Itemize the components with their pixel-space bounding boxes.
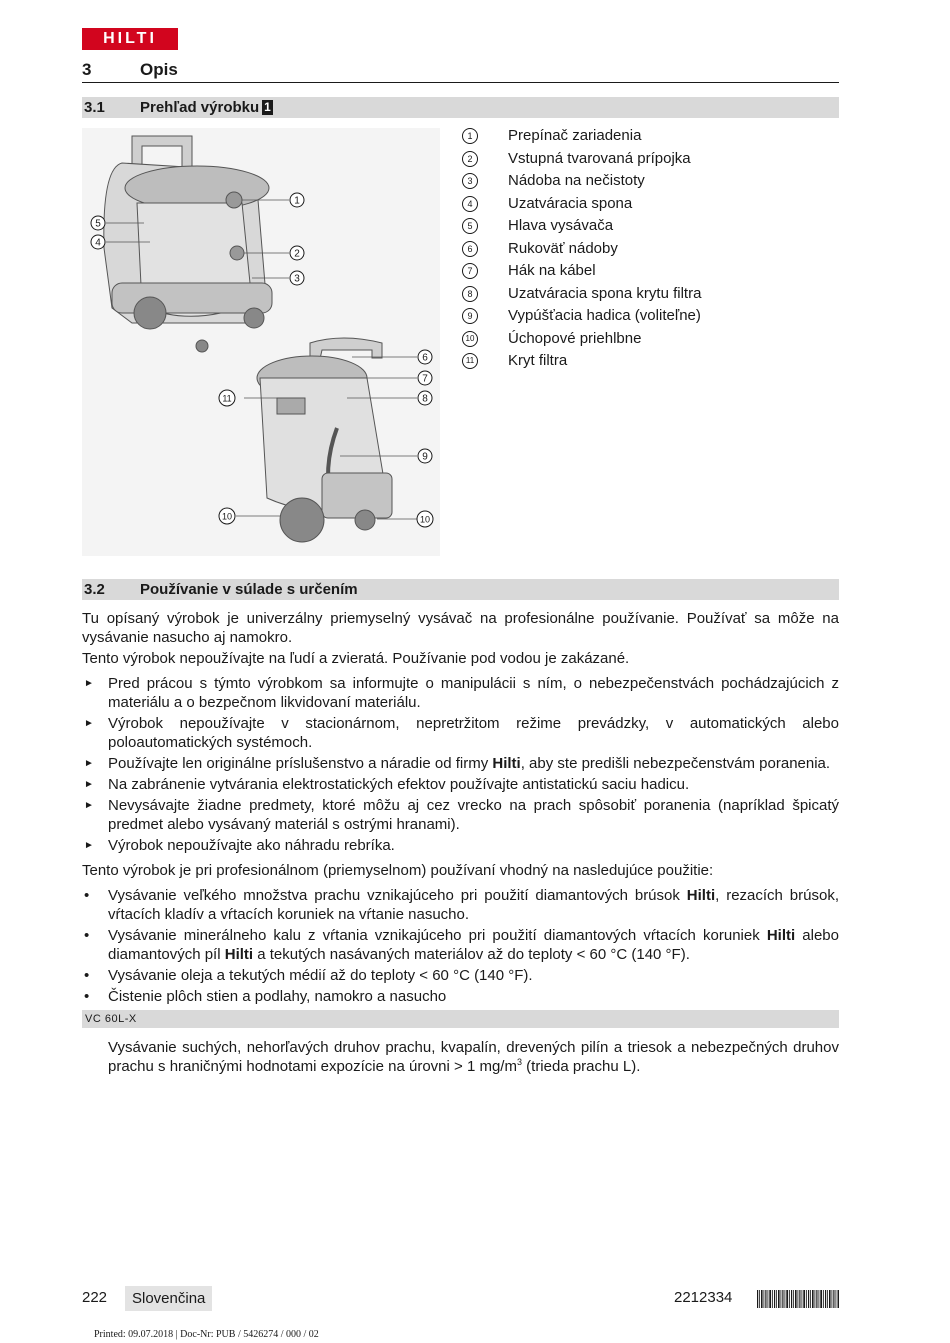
legend-number: 6 — [462, 241, 478, 257]
legend-item — [462, 329, 842, 352]
callout-4 — [91, 235, 105, 249]
callout-10-label: 10 — [221, 511, 233, 522]
warning-item: ► Používajte len originálne príslušenstvo a náradie od firmy Hilti, aby ste predišli nebezpečenstvám poranenia. — [84, 755, 831, 772]
bullet-dot-icon: • — [84, 988, 90, 1005]
use-item: • Vysávanie minerálneho kalu z vŕtania vznikajúceho pri použití diamantových vŕtacích koruniek Hilti alebo diamantových píl Hilti a tekutých nasávaných materiálov až do teploty < 60 °C (140 °F). — [84, 927, 839, 963]
legend-label: Uzatváracia spona — [508, 194, 633, 212]
legend-number: 1 — [462, 128, 478, 144]
section-title: Používanie v súlade s určením — [140, 581, 358, 598]
vacuum-illustration — [82, 128, 440, 556]
legend-number: 7 — [462, 263, 478, 279]
legend-label: Kryt filtra — [508, 352, 568, 369]
callout-11-label: 11 — [222, 393, 232, 404]
barcode-icon — [757, 1290, 839, 1308]
model-description: Vysávanie suchých, nehorľavých druhov prachu, kvapalín, drevených pilín a triesok a nebezpečných druhov prachu s hraničnými hodnotami expozície na úrovni > 1 $mg/m^3$ (trieda prachu L). — [108, 1039, 839, 1075]
callout-7-label: 7 — [422, 373, 428, 385]
callout-1-label: 1 — [294, 195, 300, 207]
legend-item — [462, 306, 842, 329]
warning-item: ► Výrobok nepoužívajte ako náhradu rebríka. — [84, 837, 395, 854]
legend-label: Hák na kábel — [508, 262, 596, 279]
legend-label: Rukoväť nádoby — [508, 239, 618, 257]
callout-10b — [417, 511, 433, 527]
use-item: • Vysávanie oleja a tekutých médií až do teploty < 60 °C (140 °F). — [84, 967, 533, 984]
legend-label: Vypúšťacia hadica (voliteľne) — [508, 307, 701, 324]
callout-4-label: 4 — [95, 237, 101, 249]
callout-3-label: 3 — [294, 273, 300, 285]
legend-number: 8 — [462, 286, 478, 302]
intro-paragraph: Tento výrobok nepoužívajte na ľudí a zvieratá. Používanie pod vodou je zakázané. — [82, 650, 630, 667]
bullet-dot-icon: • — [84, 967, 90, 984]
legend-item — [462, 351, 842, 374]
legend-number: 4 — [462, 196, 478, 212]
legend-number: 5 — [462, 218, 478, 234]
uses-intro: Tento výrobok je pri profesionálnom (priemyselnom) používaní vhodný na nasledujúce použitie: — [82, 862, 714, 879]
bullet-dot-icon: • — [84, 887, 90, 904]
callout-7 — [418, 371, 432, 385]
callout-2-label: 2 — [294, 248, 300, 260]
legend-item — [462, 171, 842, 194]
callout-10-label-2: 10 — [419, 514, 431, 525]
model-bar: VC 60L-X — [82, 1010, 839, 1028]
chapter-number: 3 — [82, 60, 92, 79]
callout-9 — [418, 449, 432, 463]
product-figure — [82, 128, 440, 556]
page-number: 222 — [82, 1289, 108, 1306]
callout-9-label: 9 — [422, 451, 428, 463]
legend-item — [462, 284, 842, 307]
legend-number: 2 — [462, 151, 478, 167]
triangle-bullet-icon: ► — [84, 800, 94, 811]
callout-11 — [219, 390, 235, 406]
callout-10a — [219, 508, 235, 524]
callout-5-label: 5 — [95, 218, 101, 230]
bullet-dot-icon: • — [84, 927, 90, 944]
legend-item — [462, 216, 842, 239]
legend-number: 9 — [462, 308, 478, 324]
legend-item — [462, 126, 842, 149]
legend-label: Uzatváracia spona krytu filtra — [508, 284, 702, 302]
intended-use-body — [82, 609, 839, 1076]
legend-number: 11 — [462, 353, 478, 369]
legend-label: Prepínač zariadenia — [508, 127, 642, 144]
legend-item — [462, 261, 842, 284]
legend-number: 10 — [462, 331, 478, 347]
section-number: 3.1 — [84, 99, 105, 116]
warning-item: ► Výrobok nepoužívajte v stacionárnom, nepretržitom režime prevádzky, v automatických alebo poloautomatických systémoch. — [84, 715, 839, 751]
hilti-logo: HILTI — [82, 28, 178, 50]
section-number: 3.2 — [84, 581, 105, 598]
section-heading-overview — [82, 97, 839, 118]
callout-3 — [290, 271, 304, 285]
figure-legend — [462, 126, 842, 374]
triangle-bullet-icon: ► — [84, 779, 94, 790]
callout-5 — [91, 216, 105, 230]
document-number: 2212334 — [674, 1289, 733, 1306]
callout-2 — [290, 246, 304, 260]
legend-number: 3 — [462, 173, 478, 189]
use-item: • Vysávanie veľkého množstva prachu vznikajúceho pri použití diamantových brúsok Hilti, rezacích brúsok, vŕtacích kladív a vŕtacích koruniek na vŕtanie nasucho. — [84, 887, 839, 923]
language-label: Slovenčina — [125, 1286, 212, 1311]
callout-6-label: 6 — [422, 352, 428, 364]
callout-6 — [418, 350, 432, 364]
chapter-heading — [82, 58, 839, 83]
callout-8 — [418, 391, 432, 405]
warning-item: ► Na zabránenie vytvárania elektrostatických efektov používajte antistatickú saciu hadicu. — [84, 776, 690, 793]
legend-item — [462, 194, 842, 217]
print-info: Printed: 09.07.2018 | Doc-Nr: PUB / 5426274 / 000 / 02 — [94, 1329, 319, 1340]
section-heading-intended-use — [82, 579, 839, 600]
legend-label: Úchopové priehlbne — [508, 329, 642, 347]
warning-item: ► Pred prácou s týmto výrobkom sa informujte o manipulácii s ním, o nebezpečenstvách pochádzajúcich z materiálu a o bezpečnom likvidovaní materiálu. — [84, 675, 839, 711]
legend-item — [462, 149, 842, 172]
intro-paragraph: Tu opísaný výrobok je univerzálny priemyselný vysávač na profesionálne používanie. Používať sa môže na vysávanie nasucho aj namokro. — [82, 610, 839, 646]
triangle-bullet-icon: ► — [84, 840, 94, 851]
section-title: Prehľad výrobku 1 — [140, 99, 271, 116]
legend-label: Hlava vysávača — [508, 217, 614, 234]
callout-1 — [290, 193, 304, 207]
chapter-title: Opis — [140, 60, 178, 79]
legend-label: Nádoba na nečistoty — [508, 172, 645, 189]
triangle-bullet-icon: ► — [84, 678, 94, 689]
use-item: • Čistenie plôch stien a podlahy, namokro a nasucho — [84, 988, 447, 1005]
figure-ref-badge: 1 — [264, 100, 271, 114]
legend-label: Vstupná tvarovaná prípojka — [508, 149, 691, 167]
triangle-bullet-icon: ► — [84, 718, 94, 729]
vacuum-front-view — [104, 136, 272, 352]
legend-item — [462, 239, 842, 262]
callout-8-label: 8 — [422, 393, 428, 405]
triangle-bullet-icon: ► — [84, 758, 94, 769]
warning-item: ► Nevysávajte žiadne predmety, ktoré môžu aj cez vrecko na prach spôsobiť poranenia (napríklad špicatý predmet alebo vysávaný materiál s ostrými hranami). — [84, 797, 839, 833]
vacuum-rear-view — [257, 338, 392, 542]
